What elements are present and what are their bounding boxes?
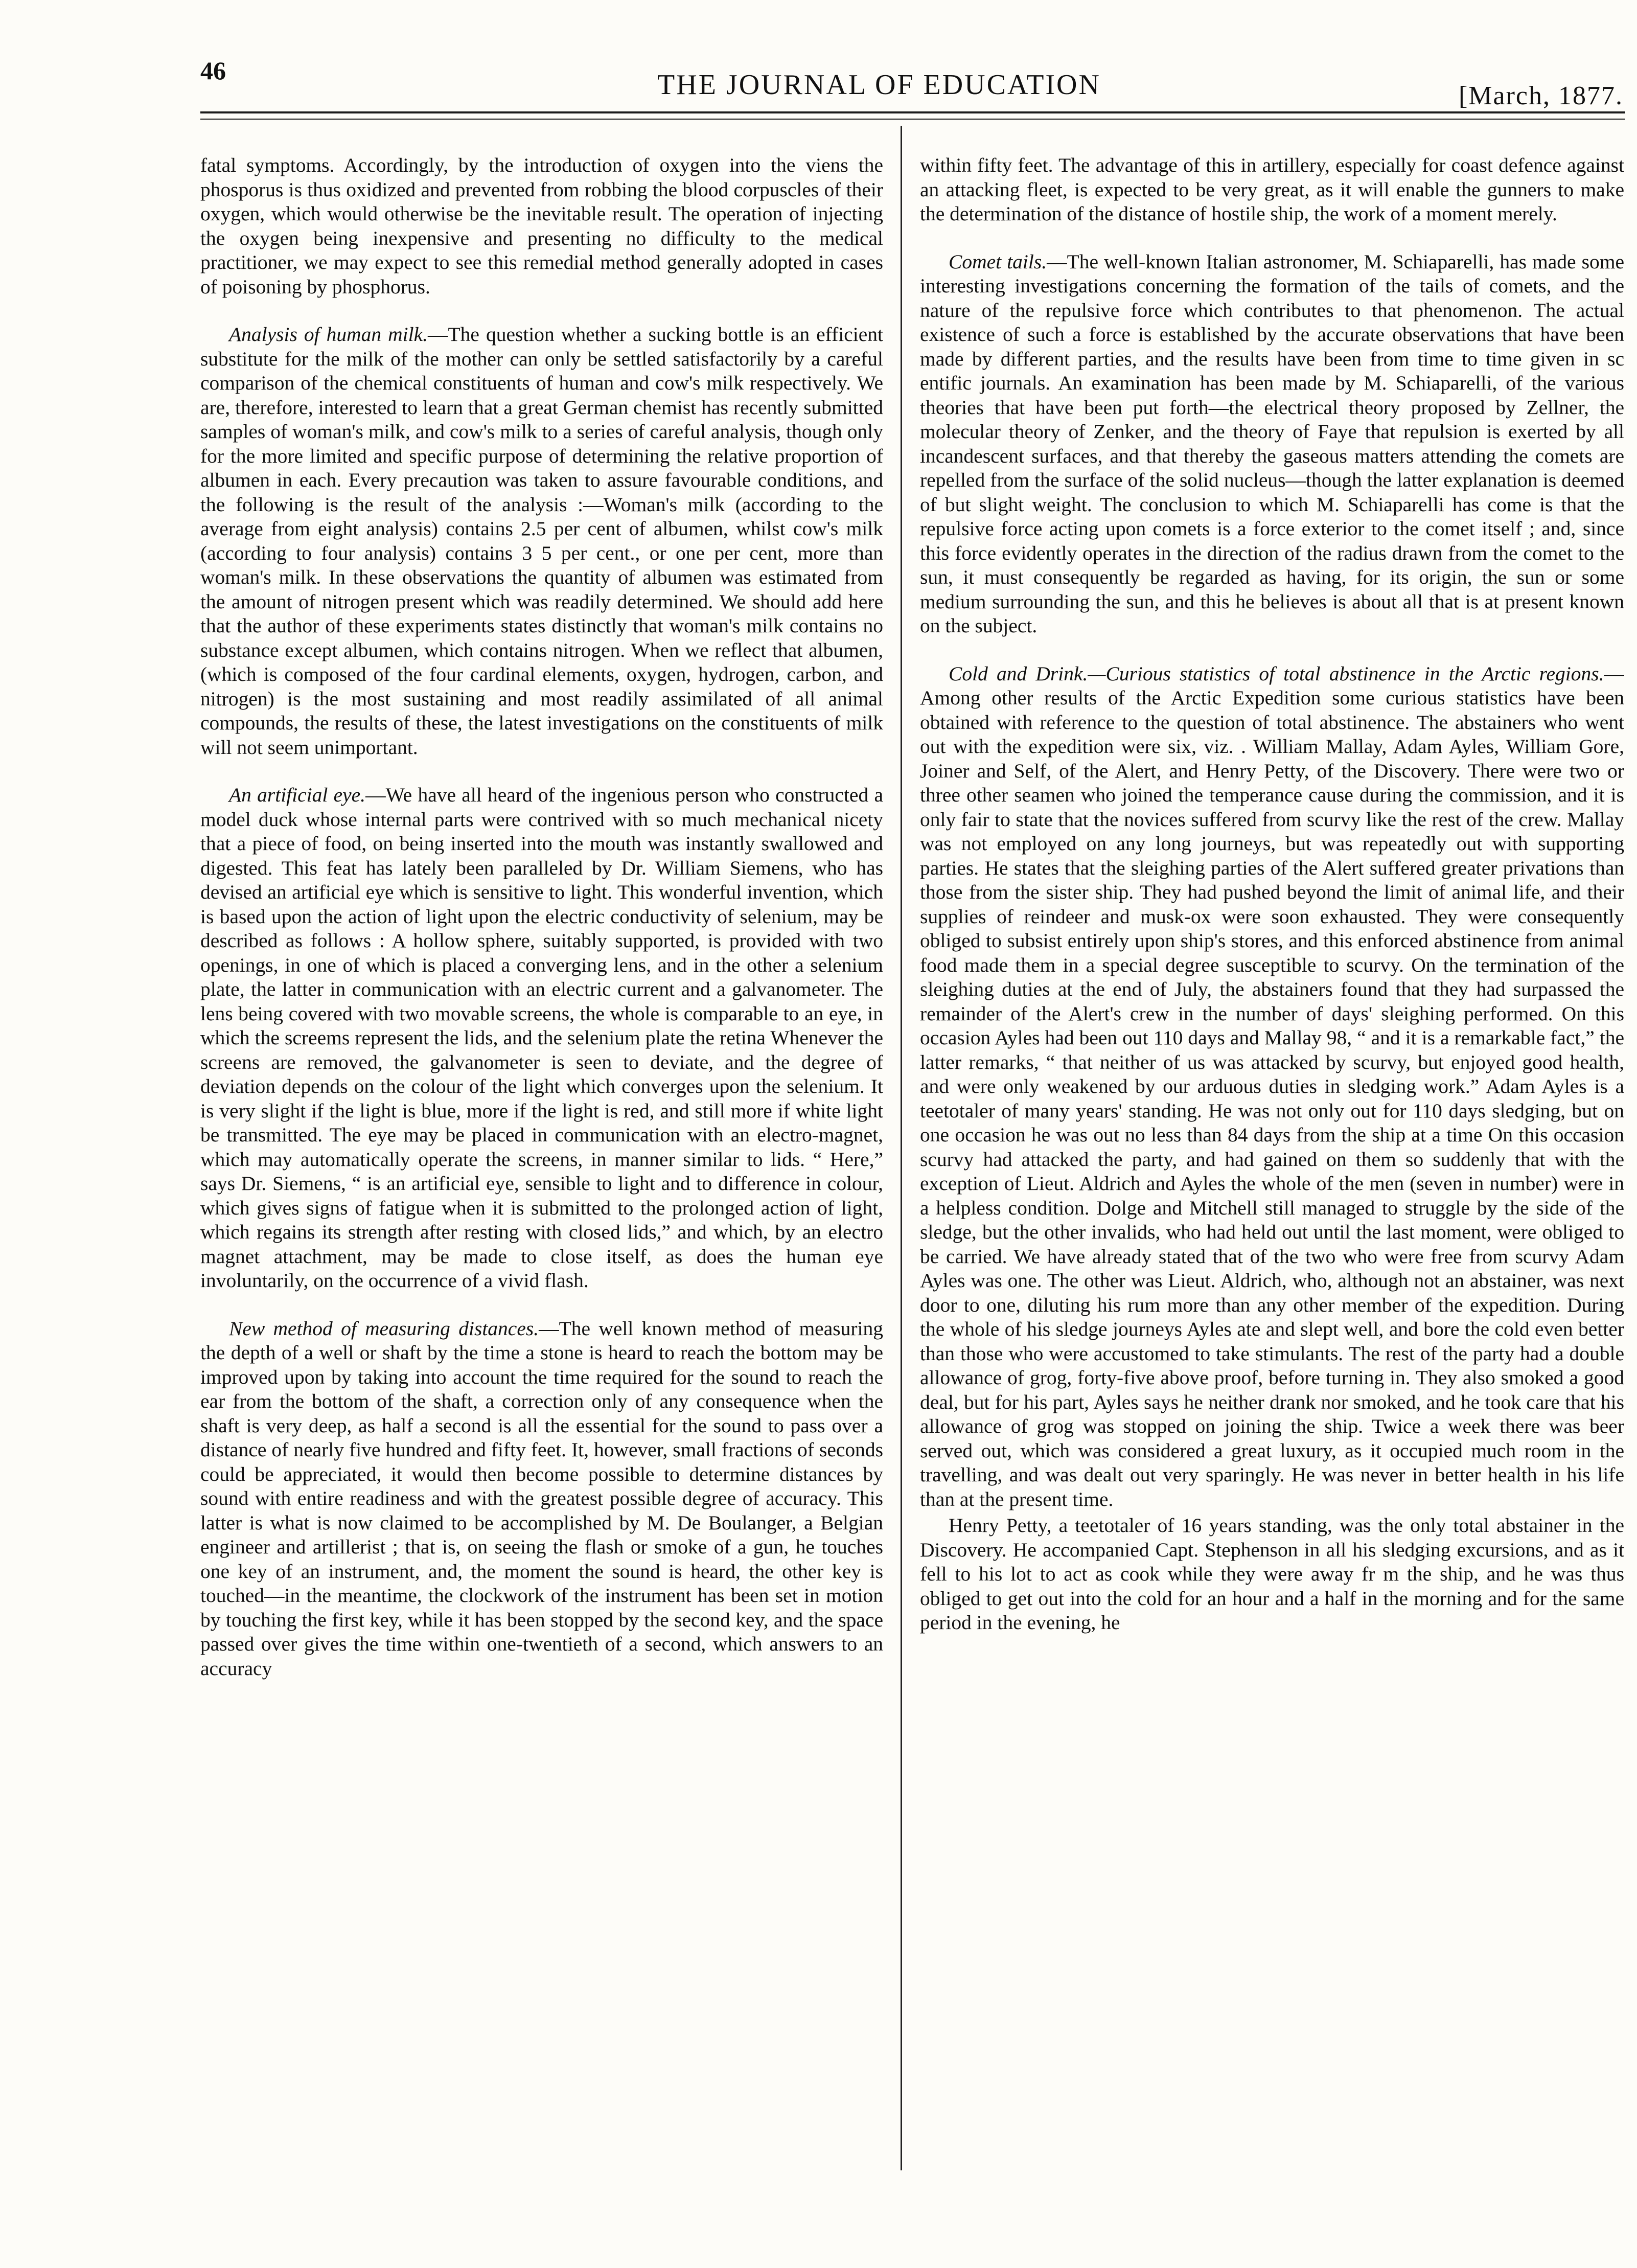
article-body: —The question whether a sucking bottle is an efficient substitute for the milk of the mother can only be settled satisfactorily by a careful comparison of the chemical constituents of human and cow's milk respectively. We are, therefore, interested to learn that a great German chemist has recently submitted samples of woman's milk, and cow's milk to a series of careful analysis, though only for the more limited and specific purpose of determining the relative proportion of albumen in each. Every precaution was taken to assure favourable conditions, and the following is the result of the analysis :—Woman's milk (according to the average from eight analysis) contains 2.5 per cent of albumen, whilst cow's milk (according to four analysis) contains 3 5 per cent., or one per cent, more than woman's milk. In these observations the quantity of albumen was estimated from the amount of nitrogen present which was readily determined. We should add here that the author of these experiments states distinctly that woman's milk contains no substance except albumen, which contains nitrogen. When we reflect that albumen, (which is composed of the four cardinal elements, oxygen, hydrogen, carbon, and nitrogen) is the most sustaining and most readily assimilated of all animal compounds, the results of these, the latest investigations on the constituents of milk will not seem unimportant. bbox=[200, 323, 883, 759]
article-heading: Comet tails. bbox=[949, 250, 1047, 273]
column-divider bbox=[901, 126, 902, 2170]
article-body: fatal symptoms. Accordingly, by the introduction of oxygen into the viens the phosporus is thus oxidized and prevented from robbing the blood corpuscles of their oxygen, which would otherwise be the inevitable result. The operation of injecting the oxygen being inexpensive and presenting no difficulty to the medical practitioner, we may expect to see this remedial method generally adopted in cases of poisoning by phosphorus. bbox=[200, 154, 883, 298]
article-measuring-distances bbox=[200, 1317, 883, 1681]
journal-title: THE JOURNAL OF EDUCATION bbox=[657, 69, 1101, 101]
right-column bbox=[920, 153, 1624, 2198]
article-body: —The well-known Italian astronomer, M. Schiaparelli, has made some interesting investigations concerning the formation of the tails of comets, and the nature of the repulsive force which contributes to that phenomenon. The actual existence of such a force is established by the accurate observations that have been made by different parties, and the results have been from time to time given in sc entific journals. An examination has been made by M. Schiaparelli, of the various theories that have been put forth—the electrical theory proposed by Zellner, the molecular theory of Zenker, and the theory of Faye that repulsion is exerted by all incandescent surfaces, and that thereby the gaseous matters attending the comets are repelled from the surface of the solid nucleus—though the latter explanation is deemed of but slight weight. The conclusion to which M. Schiaparelli has come is that the repulsive force acting upon comets is a force exterior to the comet itself ; and, since this force evidently operates in the direction of the radius drawn from the comet to the sun, it must consequently be regarded as having, for its origin, the sun or some medium surrounding the sun, and this he believes is about all that is at present known on the subject. bbox=[920, 250, 1624, 637]
article-continued-phosphorus bbox=[200, 153, 883, 299]
article-comet-tails bbox=[920, 250, 1624, 638]
header-rule-top bbox=[200, 111, 1625, 113]
article-body: —The well known method of measuring the depth of a well or shaft by the time a stone is heard to reach the bottom may be improved upon by taking into account the time required for the sound to reach the ear from the bottom of the shaft, a correction only of any consequence when the shaft is very deep, as half a second is all the essential for the sound to pass over a distance of nearly five hundred and fifty feet. It, however, small fractions of seconds could be appreciated, it would then become possible to determine distances by sound with entire readiness and with the greatest possible degree of accuracy. This latter is what is now claimed to be accomplished by M. De Boulanger, a Belgian engineer and artillerist ; that is, on seeing the flash or smoke of a gun, he touches one key of an instrument, and, the moment the sound is heard, the other key is touched—in the meantime, the clockwork of the instrument has been set in motion by touching the first key, while it has been stopped by the second key, and the space passed over gives the time within one-twentieth of a second, which answers to an accuracy bbox=[200, 1317, 883, 1680]
article-heading: New method of measuring distances. bbox=[229, 1317, 539, 1340]
article-heading: Cold and Drink.—Curious statistics of total abstinence in the Arctic regions. bbox=[949, 662, 1604, 685]
article-continued-distances bbox=[920, 153, 1624, 226]
issue-date: [March, 1877. bbox=[1458, 81, 1623, 110]
article-heading: An artificial eye. bbox=[229, 784, 366, 806]
article-body: —We have all heard of the ingenious person who constructed a model duck whose internal parts were contrived with so much mechanical nicety that a piece of food, on being inserted into the mouth was instantly swallowed and digested. This feat has lately been paralleled by Dr. William Siemens, who has devised an artificial eye which is sensitive to light. This wonderful invention, which is based upon the action of light upon the electric conductivity of selenium, may be described as follows : A hollow sphere, suitably supported, is provided with two openings, in one of which is placed a converging lens, and in the other a selenium plate, the latter in communication with an electric current and a galvanometer. The lens being covered with two movable screens, the whole is comparable to an eye, in which the screems represent the lids, and the selenium plate the retina Whenever the screens are removed, the galvanometer is seen to deviate, and the degree of deviation depends on the colour of the light which converges upon the selenium. It is very slight if the light is blue, more if the light is red, and still more if white light be transmitted. The eye may be placed in communication with an electro-magnet, which may automatically operate the screens, in manner similar to lids. “ Here,” says Dr. Siemens, “ is an artificial eye, sensible to light and to difference in colour, which gives signs of fatigue when it is submitted to the prolonged action of light, which regains its strength after resting with closed lids,” and which, by an electro magnet attachment, may be made to close itself, as does the human eye involuntarily, on the occurrence of a vivid flash. bbox=[200, 784, 883, 1292]
article-human-milk bbox=[200, 323, 883, 760]
article-heading: Analysis of human milk. bbox=[229, 323, 428, 346]
article-cold-and-drink bbox=[920, 662, 1624, 1512]
page-number: 46 bbox=[200, 56, 226, 85]
article-body: within fifty feet. The advantage of this in artillery, especially for coast defence against an attacking fleet, is expected to be very great, as it will enable the gunners to make the determination of the distance of hostile ship, the work of a moment merely. bbox=[920, 154, 1624, 225]
left-column bbox=[200, 153, 883, 2198]
header-rule-bottom bbox=[200, 119, 1625, 120]
article-henry-petty bbox=[920, 1514, 1624, 1635]
article-artificial-eye bbox=[200, 783, 883, 1293]
article-body: —Among other results of the Arctic Expedition some curious statistics have been obtained with reference to the question of total abstinence. The abstainers who went out with the expedition were six, viz. . William Mallay, Adam Ayles, William Gore, Joiner and Self, of the Alert, and Henry Petty, of the Discovery. There were two or three other seamen who joined the temperance cause during the commission, and it is only fair to state that the novices suffered from scurvy like the rest of the crew. Mallay was not employed on any long journeys, but was repeatedly out with supporting parties. He states that the sleighing parties of the Alert suffered greater privations than those from the sister ship. They had pushed beyond the limit of animal life, and their supplies of reindeer and musk-ox were soon exhausted. They were consequently obliged to subsist entirely upon ship's stores, and this enforced abstinence from animal food made them in a special degree susceptible to scurvy. On the termination of the sleighing duties at the end of July, the abstainers found that they had surpassed the remainder of the Alert's crew in the number of days' sleighing performed. On this occasion Ayles had been out 110 days and Mallay 98, “ and it is a remarkable fact,” the latter remarks, “ that neither of us was attacked by scurvy, but enjoyed good health, and were only weakened by our arduous duties in sledging work.” Adam Ayles is a teetotaler of many years' standing. He was not only out for 110 days sledging, but on one occasion he was out no less than 84 days from the ship at a time On this occasion scurvy had attacked the party, and had gained on them so suddenly that with the exception of Lieut. Aldrich and Ayles the whole of the men (seven in number) were in a helpless condition. Dolge and Mitchell still managed to struggle by the side of the sledge, but the other invalids, who had held out until the last moment, were obliged to be carried. We have already stated that of the two who were free from scurvy Adam Ayles was one. The other was Lieut. Aldrich, who, although not an abstainer, was next door to one, diluting his rum more than any other member of the expedition. During the whole of his sledge journeys Ayles ate and slept well, and bore the cold even better than those who were accustomed to take stimulants. The rest of the party had a double allowance of grog, forty-five above proof, before turning in. They also smoked a good deal, but for his part, Ayles says he neither drank nor smoked, and he took care that his allowance of grog was stopped on joining the ship. Twice a week there was beer served out, which was considered a great luxury, as it occupied much room in the travelling, and was dealt out very sparingly. He was never in better health in his life than at the present time. bbox=[920, 662, 1624, 1510]
article-body: Henry Petty, a teetotaler of 16 years standing, was the only total abstainer in the Discovery. He accompanied Capt. Stephenson in all his sledging excursions, and as it fell to his lot to act as cook while they were away fr m the ship, and he was thus obliged to get out into the cold for an hour and a half in the morning and for the same period in the evening, he bbox=[920, 1514, 1624, 1634]
